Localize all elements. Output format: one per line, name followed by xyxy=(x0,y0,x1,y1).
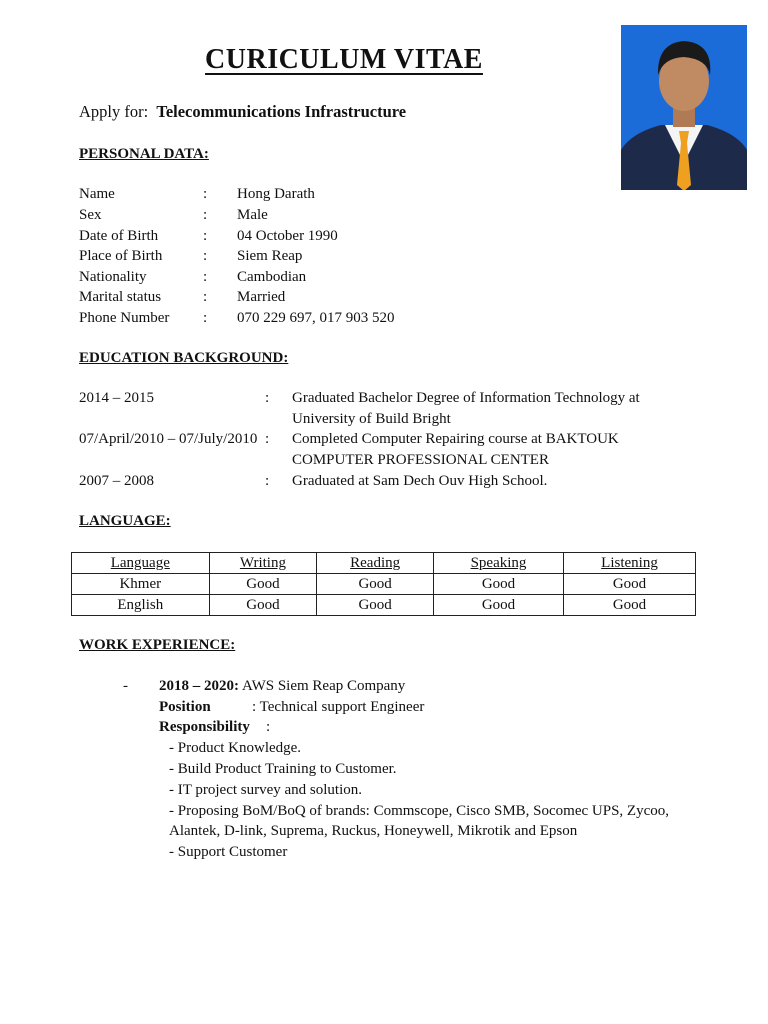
title-text: CURICULUM VITAE xyxy=(205,44,483,75)
work-period-line xyxy=(159,678,405,695)
education-detail: Graduated at Sam Dech Ouv High School. xyxy=(292,473,548,489)
responsibility-item: - Product Knowledge. xyxy=(169,740,302,756)
field-colon: : xyxy=(265,473,270,489)
table-cell: Good xyxy=(564,595,696,616)
column-header: Writing xyxy=(209,553,317,574)
field-value: 04 October 1990 xyxy=(237,228,338,244)
table-cell: Good xyxy=(209,574,317,595)
personal-data-heading: PERSONAL DATA: xyxy=(79,146,209,162)
field-label: Name xyxy=(79,186,115,202)
table-cell: English xyxy=(72,595,210,616)
education-detail: Graduated Bachelor Degree of Information Technology at University of Build Bright xyxy=(292,390,640,427)
field-colon: : xyxy=(203,186,208,202)
field-label: Date of Birth xyxy=(79,228,159,244)
responsibility-colon: : xyxy=(266,719,271,735)
table-cell: Good xyxy=(209,595,317,616)
work-experience-heading: WORK EXPERIENCE: xyxy=(79,637,236,653)
position-value: : Technical support Engineer xyxy=(252,699,425,715)
responsibility-item: - IT project survey and solution. xyxy=(169,782,363,798)
table-cell: Khmer xyxy=(72,574,210,595)
field-label: Place of Birth xyxy=(79,248,163,264)
field-label: Sex xyxy=(79,207,102,223)
column-header: Reading xyxy=(317,553,434,574)
work-bullet: - xyxy=(123,678,128,694)
document-title xyxy=(0,44,688,76)
education-period: 2014 – 2015 xyxy=(79,390,154,406)
field-value: Cambodian xyxy=(237,269,307,285)
work-responsibility-line xyxy=(159,719,271,736)
education-heading: EDUCATION BACKGROUND: xyxy=(79,350,289,366)
language-table xyxy=(71,552,696,616)
field-label: Nationality xyxy=(79,269,147,285)
field-colon: : xyxy=(265,390,270,406)
field-colon: : xyxy=(203,248,208,264)
person-portrait-icon xyxy=(621,25,747,190)
profile-photo xyxy=(621,25,747,190)
apply-line xyxy=(79,102,406,122)
table-cell: Good xyxy=(433,595,563,616)
table-row xyxy=(72,595,696,616)
position-label: Position xyxy=(159,699,211,715)
education-period: 2007 – 2008 xyxy=(79,473,154,489)
table-cell: Good xyxy=(317,574,434,595)
column-header: Language xyxy=(72,553,210,574)
apply-value: Telecommunications Infrastructure xyxy=(156,102,407,121)
table-cell: Good xyxy=(564,574,696,595)
responsibility-item: Alantek, D-link, Suprema, Ruckus, Honeywell, Mikrotik and Epson xyxy=(169,823,578,839)
work-period: 2018 – 2020: xyxy=(159,678,239,694)
field-label: Marital status xyxy=(79,289,162,305)
apply-label: Apply for: xyxy=(79,102,149,121)
column-header: Listening xyxy=(564,553,696,574)
field-value: 070 229 697, 017 903 520 xyxy=(237,310,395,326)
field-colon: : xyxy=(265,431,270,447)
table-header-row xyxy=(72,553,696,574)
work-company: AWS Siem Reap Company xyxy=(241,678,406,694)
field-colon: : xyxy=(203,207,208,223)
language-heading: LANGUAGE: xyxy=(79,513,171,529)
table-row xyxy=(72,574,696,595)
field-value: Male xyxy=(237,207,268,223)
work-position-line xyxy=(159,699,425,716)
field-value: Hong Darath xyxy=(237,186,315,202)
field-colon: : xyxy=(203,310,208,326)
responsibility-item: - Support Customer xyxy=(169,844,288,860)
responsibility-item: - Proposing BoM/BoQ of brands: Commscope, Cisco SMB, Socomec UPS, Zycoo, xyxy=(169,803,670,819)
responsibility-label: Responsibility xyxy=(159,719,250,735)
responsibility-item: - Build Product Training to Customer. xyxy=(169,761,397,777)
column-header: Speaking xyxy=(433,553,563,574)
field-value: Married xyxy=(237,289,286,305)
field-label: Phone Number xyxy=(79,310,170,326)
field-colon: : xyxy=(203,269,208,285)
field-value: Siem Reap xyxy=(237,248,303,264)
education-detail: Completed Computer Repairing course at BAKTOUK COMPUTER PROFESSIONAL CENTER xyxy=(292,431,619,468)
education-period: 07/April/2010 – 07/July/2010 xyxy=(79,431,258,447)
table-cell: Good xyxy=(317,595,434,616)
field-colon: : xyxy=(203,289,208,305)
table-cell: Good xyxy=(433,574,563,595)
field-colon: : xyxy=(203,228,208,244)
